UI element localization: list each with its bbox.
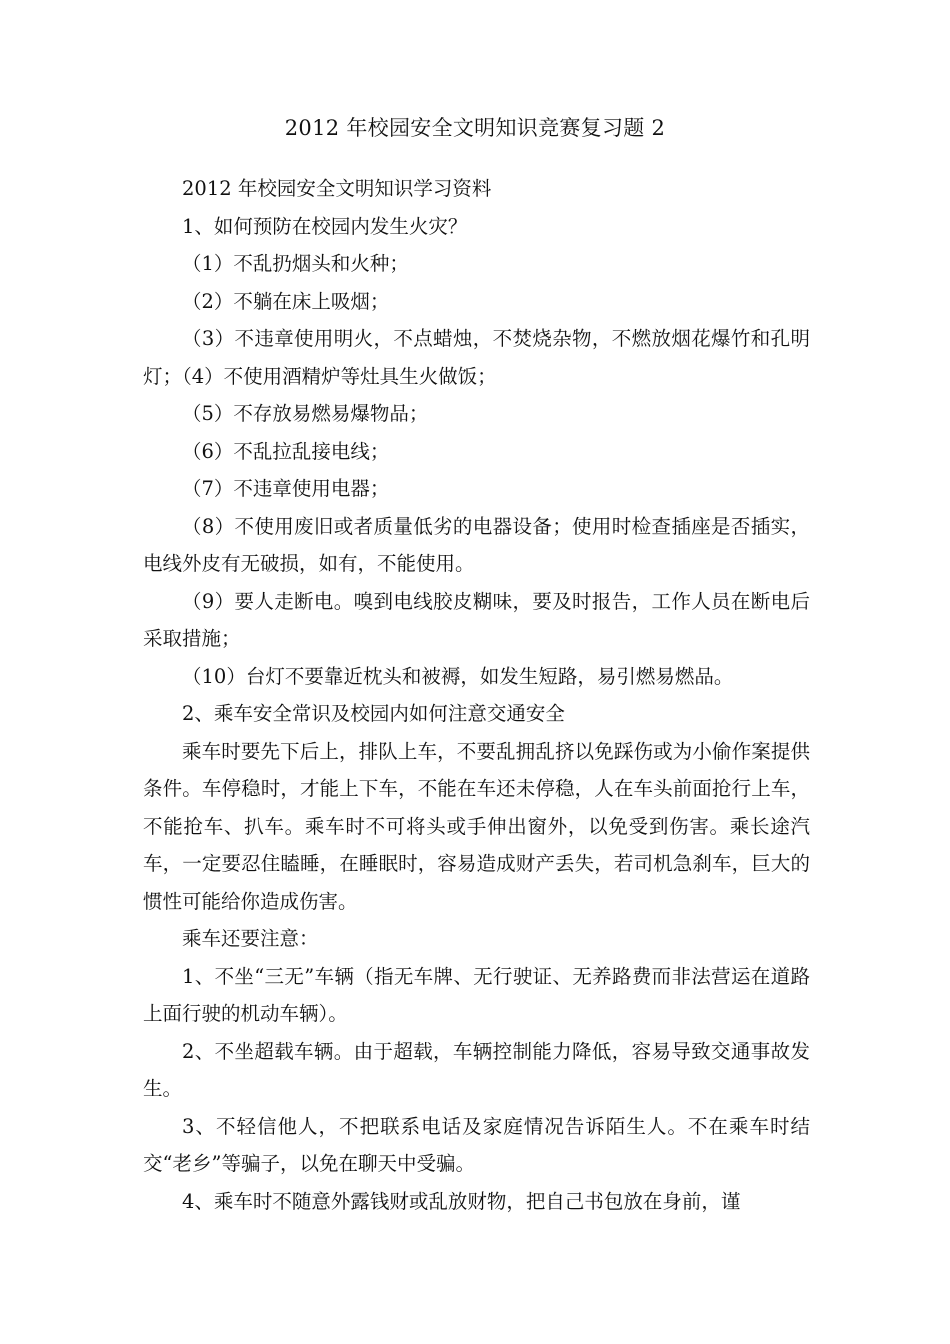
paragraph: 3、不轻信他人，不把联系电话及家庭情况告诉陌生人。不在乘车时结交“老乡”等骗子，以免在聊天中受骗。	[143, 1114, 810, 1175]
paragraph: 乘车还要注意：	[182, 927, 319, 950]
paragraph: 2、不坐超载车辆。由于超载，车辆控制能力降低，容易导致交通事故发生。	[143, 1039, 810, 1100]
paragraph: （5）不存放易燃易爆物品；	[182, 402, 429, 425]
paragraph: （7）不违章使用电器；	[182, 477, 390, 500]
paragraph: 乘车时要先下后上，排队上车，不要乱拥乱挤以免踩伤或为小偷作案提供条件。车停稳时，才能上下车，不能在车还未停稳，人在车头前面抢行上车，不能抢车、扒车。乘车时不可将头或手伸出窗外，以免受到伤害。乘长途汽车，一定要忍住瞌睡，在睡眠时，容易造成财产丢失，若司机急刹车，巨大的惯性可能给你造成伤害。	[143, 739, 810, 913]
paragraph: 2、乘车安全常识及校园内如何注意交通安全	[182, 702, 565, 725]
paragraph: 4、乘车时不随意外露钱财或乱放财物，把自己书包放在身前，谨	[182, 1189, 741, 1213]
paragraph: （1）不乱扔烟头和火种；	[182, 252, 409, 275]
paragraph: （3）不违章使用明火，不点蜡烛，不焚烧杂物，不燃放烟花爆竹和孔明灯；（4）不使用酒精炉等灶具生火做饭；	[143, 327, 810, 388]
paragraph: 1、不坐“三无”车辆（指无车牌、无行驶证、无养路费而非法营运在道路上面行驶的机动车辆）。	[143, 964, 810, 1025]
paragraph: 1、如何预防在校园内发生火灾？	[182, 214, 468, 238]
paragraph: （9）要人走断电。嗅到电线胶皮糊味，要及时报告，工作人员在断电后采取措施；	[143, 589, 810, 650]
document-body	[143, 170, 810, 1220]
paragraph: （6）不乱拉乱接电线；	[182, 439, 390, 463]
document-title: 2012 年校园安全文明知识竞赛复习题 2	[284, 116, 666, 140]
paragraph: （2）不躺在床上吸烟；	[182, 289, 390, 313]
paragraph: 2012 年校园安全文明知识学习资料	[182, 177, 492, 200]
paragraph: （8）不使用废旧或者质量低劣的电器设备；使用时检查插座是否插实，电线外皮有无破损，如有，不能使用。	[143, 514, 810, 575]
paragraph: （10）台灯不要靠近枕头和被褥，如发生短路，易引燃易燃品。	[182, 664, 734, 688]
